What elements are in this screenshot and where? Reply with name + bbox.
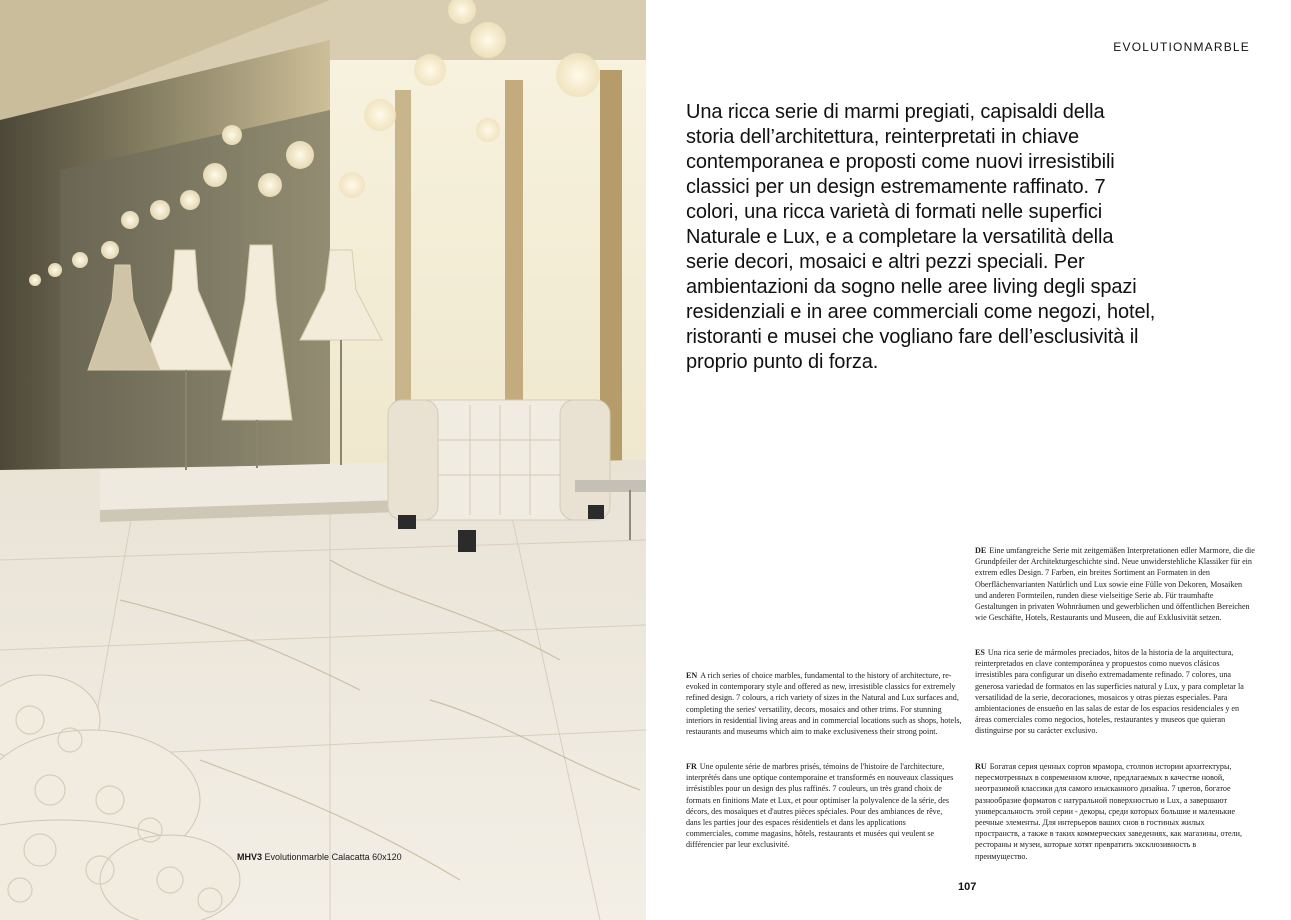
description-es — [975, 647, 1245, 737]
text-fr: Une opulente série de marbres prisés, témoins de l'histoire de l'architecture, interprétés dans une optique contemporaine et transformés en nouveaux classiques irrésistibles pour un design des plus raffinés. 7 couleurs, un très grand choix de formats en finitions Mate et Lux, et pour optimiser la polyvalence de la série, des décors, des mosaïques et d'autres pièces spéciales. Pour des ambiances de rêve, dans les parties jour des espaces résidentiels et dans les applications commerciales, comme magasins, hôtels, restaurants et musées qui veulent se différencier par leur exclusivité. — [686, 762, 954, 850]
series-title: EVOLUTIONMARBLE — [1113, 40, 1250, 54]
language-code-es: ES — [975, 648, 985, 657]
description-en — [686, 670, 964, 737]
language-code-de: DE — [975, 546, 987, 555]
text-es: Una rica serie de mármoles preciados, hitos de la historia de la arquitectura, reinterpretados en clave contemporánea y propuestos como nuevos clásicos irresistibles para configurar un diseño extremadamente refinado. 7 colores, una generosa variedad de formatos en las superficies natural y Lux, y para completar la versatilidad de la serie, decoraciones, mosaicos y otras piezas especiales. Para ambientaciones de ensueño en las salas de estar de los espacios residenciales y en áreas comerciales como negocios, hoteles, restaurantes y museos que quieran distinguirse por su carácter exclusivo. — [975, 648, 1244, 736]
language-code-fr: FR — [686, 762, 697, 771]
text-de: Eine umfangreiche Serie mit zeitgemäßen Interpretationen edler Marmore, die die Grundpfeiler der Architekturgeschichte sind. Neue unwiderstehliche Klassiker für ein extrem edles Design. 7 Farben, ein breites Sortiment an Formaten in den Oberflächenvarianten Natürlich und Lux sowie eine Fülle von Dekoren, Mosaiken und anderen Formteilen, runden diese vielseitige Serie ab. Für traumhafte Gestaltungen in privaten Wohnräumen und gewerblichen und öffentlichen Bereichen wie Geschäfte, Hotels, Restaurants und Museen, die auf Exklusivität setzen. — [975, 546, 1255, 623]
intro-paragraph: Una ricca serie di marmi pregiati, capisaldi della storia dell’architettura, reinterpretati in chiave contemporanea e proposti come nuovi irresistibili classici per un design estremamente raffinato. 7 colori, una ricca varietà di formati nelle superfici Naturale e Lux, e a completare la versatilità della serie decori, mosaici e altri pezzi speciali. Per ambientazioni da sogno nelle aree living degli spazi residenziali e in aree commerciali come negozi, hotel, ristoranti e musei che vogliano fare dell’esclusività il proprio punto di forza. — [686, 101, 1156, 373]
photo-caption — [237, 852, 402, 862]
product-name: Evolutionmarble Calacatta 60x120 — [264, 852, 402, 862]
description-de — [975, 545, 1255, 623]
page-number: 107 — [958, 881, 977, 893]
description-fr — [686, 761, 954, 851]
description-ru — [975, 761, 1245, 862]
text-en: A rich series of choice marbles, fundamental to the history of architecture, re-evoked in contemporary style and offered as new, irresistible classics for extremely refined design. 7 colours, a rich variety of sizes in the Natural and Lux surfaces and, completing the series' versatility, decors, mosaics and other trims. For stunning interiors in residential living areas and in commercial locations such as shops, hotels, restaurants and museums which aim to make exclusiveness their strong point. — [686, 671, 962, 737]
product-code: MHV3 — [237, 852, 263, 862]
language-code-ru: RU — [975, 762, 987, 771]
text-ru: Богатая серия ценных сортов мрамора, столпов истории архитектуры, пересмотренных в современном ключе, предлагаемых в качестве новой, неотразимой классики для самого изысканного дизайна. 7 цветов, богатое разнообразие форматов с натуральной поверхностью и Lux, а завершают универсальность этой серии - декоры, среди которых большие и маленькие реечные элементы. Для интерьеров ваших снов в гостиных жилых пространств, а также в таких коммерческих заведениях, как магазины, отели, рестораны и музеи, которые хотят превратить эксклюзивность в преимущество. — [975, 762, 1242, 861]
language-code-en: EN — [686, 671, 698, 680]
